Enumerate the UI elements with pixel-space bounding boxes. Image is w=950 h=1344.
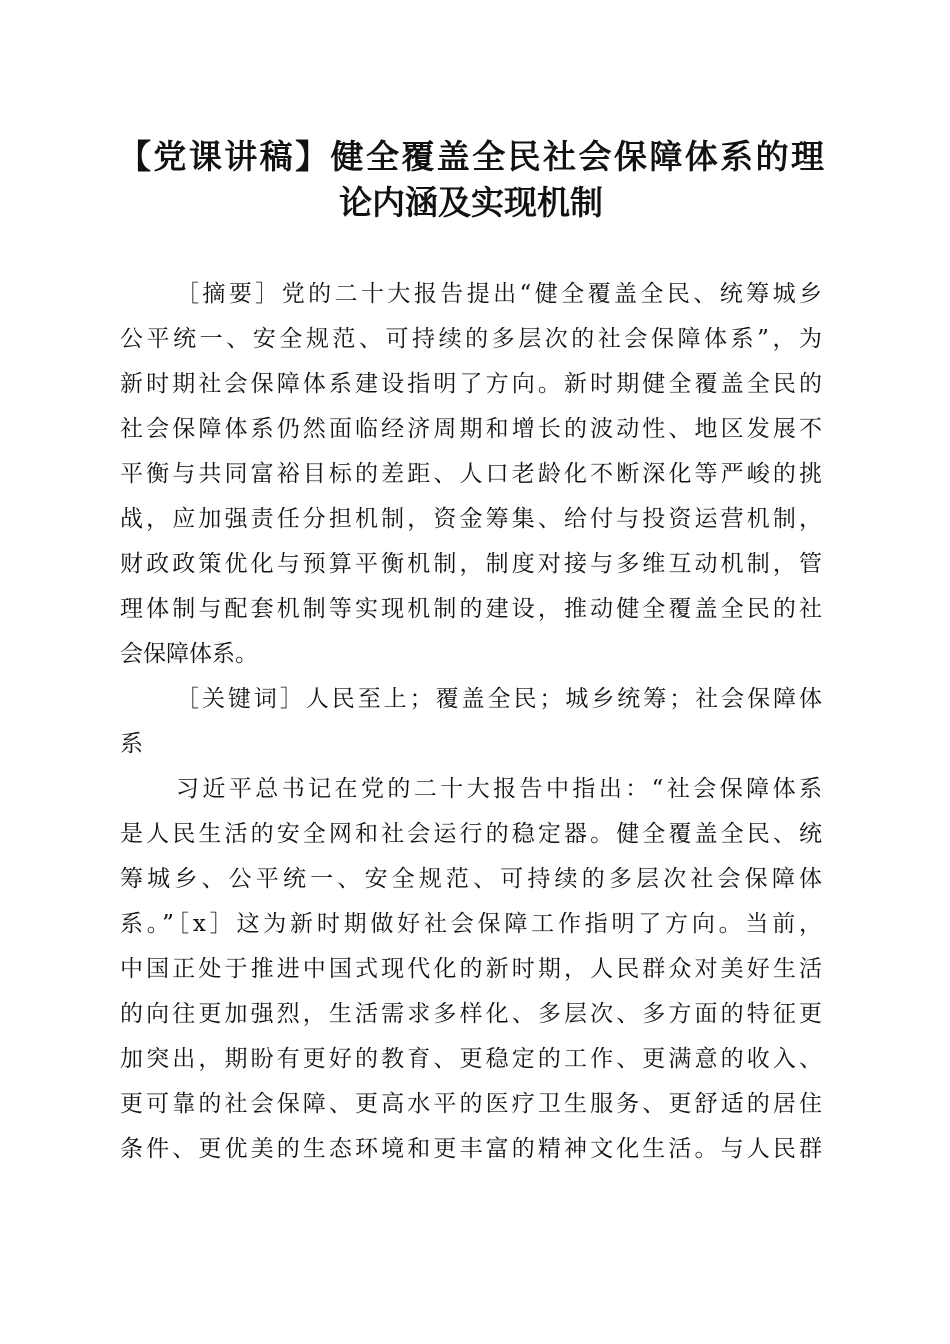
text-line: 是人民生活的安全网和社会运行的稳定器。健全覆盖全民、统 bbox=[120, 821, 822, 847]
text-line: 社会保障体系仍然面临经济周期和增长的波动性、地区发展不 bbox=[120, 416, 822, 442]
abstract-paragraph bbox=[120, 272, 822, 677]
text-line: 系 bbox=[120, 731, 143, 757]
text-line: 新时期社会保障体系建设指明了方向。新时期健全覆盖全民的 bbox=[120, 371, 822, 397]
document-title-line-1: 【党课讲稿】健全覆盖全民社会保障体系的理 bbox=[118, 137, 824, 176]
text-line: 筹城乡、公平统一、安全规范、可持续的多层次社会保障体 bbox=[120, 866, 822, 892]
text-line: ［关键词］人民至上；覆盖全民；城乡统筹；社会保障体 bbox=[176, 686, 822, 712]
body-paragraph bbox=[120, 767, 822, 1172]
text-line: 公平统一、安全规范、可持续的多层次的社会保障体系”，为 bbox=[120, 326, 822, 352]
text-line: 加突出，期盼有更好的教育、更稳定的工作、更满意的收入、 bbox=[120, 1046, 822, 1072]
text-line: 财政政策优化与预算平衡机制，制度对接与多维互动机制，管 bbox=[120, 551, 822, 577]
text-line: 的向往更加强烈，生活需求多样化、多层次、多方面的特征更 bbox=[120, 1001, 822, 1027]
text-line: 平衡与共同富裕目标的差距、人口老龄化不断深化等严峻的挑 bbox=[120, 461, 822, 487]
document-title-line-2: 论内涵及实现机制 bbox=[339, 183, 603, 222]
document-body bbox=[120, 272, 822, 1172]
text-line: 会保障体系。 bbox=[120, 641, 258, 667]
text-line: 战，应加强责任分担机制，资金筹集、给付与投资运营机制， bbox=[120, 506, 822, 532]
text-line: 更可靠的社会保障、更高水平的医疗卫生服务、更舒适的居住 bbox=[120, 1091, 822, 1117]
text-line: 条件、更优美的生态环境和更丰富的精神文化生活。与人民群 bbox=[120, 1136, 822, 1162]
text-line: 理体制与配套机制等实现机制的建设，推动健全覆盖全民的社 bbox=[120, 596, 822, 622]
text-line: 习近平总书记在党的二十大报告中指出：“社会保障体系 bbox=[176, 776, 822, 802]
keywords-paragraph bbox=[120, 677, 822, 767]
text-line: 中国正处于推进中国式现代化的新时期，人民群众对美好生活 bbox=[120, 956, 822, 982]
text-line: 系。”［x］这为新时期做好社会保障工作指明了方向。当前， bbox=[120, 911, 822, 937]
text-line: ［摘要］党的二十大报告提出“健全覆盖全民、统筹城乡 bbox=[176, 281, 822, 307]
